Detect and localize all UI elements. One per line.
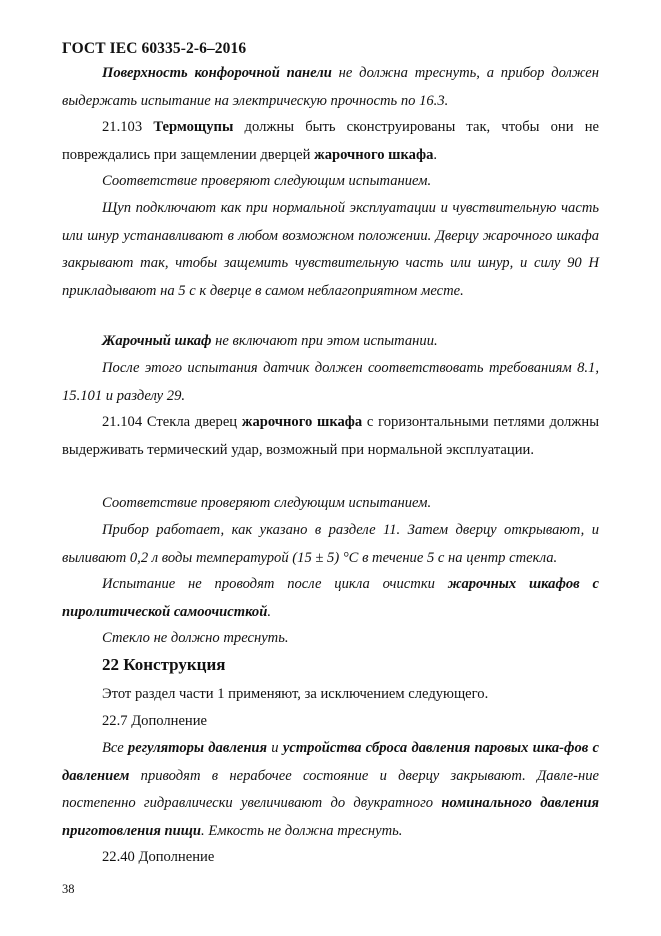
bold-term: Жарочный шкаф (102, 333, 212, 349)
paragraph-glass-no-crack: Стекло не должно треснуть. (102, 630, 289, 646)
bold-term: жарочного шкафа (314, 146, 434, 163)
paragraph-22-7: 22.7 Дополнение (102, 713, 208, 729)
paragraph-water-test: Прибор работает, как указано в разделе 11. Затем дверцу открывают, и выливают 0,2 л воды температурой (15 ± 5) °С в течение 5 с на центр стекла. (62, 522, 599, 566)
paragraph-pressure-test: Все регуляторы давления и устройства сброса давления паровых шка-фов с давлением приводят в нерабочее состояние и дверцу закрывают. Давле-ние постепенно гидравлически увеличивают до двукратного номинального давления приготовления пищи. Емкость не должна треснуть. (62, 740, 599, 839)
paragraph-21-104: 21.104 Стекла дверец жарочного шкафа с горизонтальными петлями должны выдерживать термический удар, возможный при нормальной эксплуатации. (62, 414, 600, 458)
document-header: ГОСТ IEC 60335-2-6–2016 (62, 40, 247, 57)
bold-term: регуляторы давления (127, 740, 268, 756)
bold-term: Поверхность конфорочной панели (102, 65, 332, 81)
paragraph-panel-surface: Поверхность конфорочной панели не должна треснуть, а прибор должен выдержать испытание на электрическую прочность по 16.3. (62, 65, 600, 109)
bold-term: жарочных шкафов с пиролитической самоочисткой (62, 576, 599, 620)
paragraph-oven-off: Жарочный шкаф не включают при этом испытании. (102, 333, 438, 349)
paragraph-compliance-check-1: Соответствие проверяют следующим испытанием. (102, 173, 432, 189)
section-title: 22 Конструкция (102, 655, 226, 674)
bold-term: жарочного шкафа (241, 414, 363, 430)
paragraph-pyrolytic-exclusion: Испытание не проводят после цикла очистки жарочных шкафов с пиролитической самоочисткой. (62, 576, 599, 620)
paragraph-22-40: 22.40 Дополнение (102, 849, 215, 865)
paragraph-compliance-check-2: Соответствие проверяют следующим испытанием. (102, 495, 432, 511)
bold-term: Термощупы (153, 119, 234, 135)
paragraph-21-103: 21.103 Термощупы должны быть сконструированы так, чтобы они не повреждались при защемлении дверцей жарочного шкафа. (62, 119, 600, 163)
paragraph-sensor-requirements: После этого испытания датчик должен соответствовать требованиям 8.1, 15.101 и разделу 29. (62, 360, 599, 404)
bold-term: устройства сброса давления паровых шка-фов с давлением (62, 740, 599, 784)
page-number: 38 (62, 882, 75, 896)
paragraph-section-intro: Этот раздел части 1 применяют, за исключением следующего. (102, 686, 489, 702)
paragraph-probe-test: Щуп подключают как при нормальной эксплуатации и чувствительную часть или шнур устанавливают в любом возможном положении. Дверцу жарочного шкафа закрывают так, чтобы защемить чувствительную часть или шнур, и силу 90 Н прикладывают на 5 с к дверце в самом неблагоприятном месте. (62, 200, 599, 299)
bold-term: номинального давления приготовления пищи (62, 795, 599, 839)
